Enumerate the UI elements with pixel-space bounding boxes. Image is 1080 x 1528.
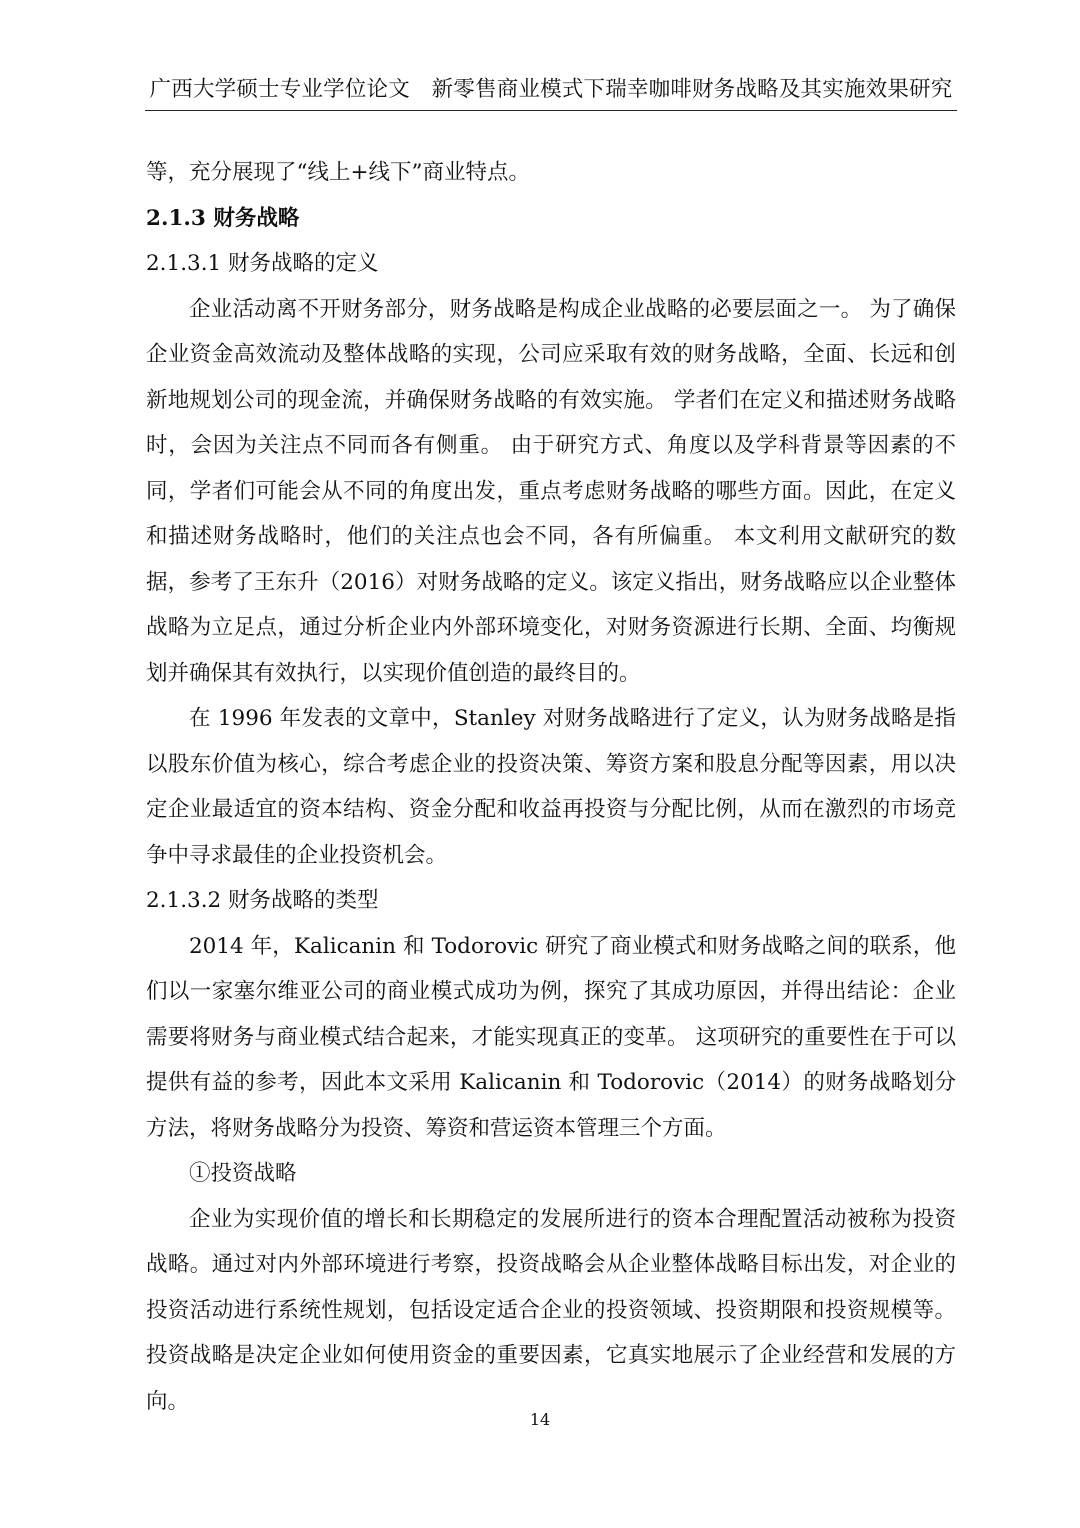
running-header: 广西大学硕士专业学位论文 新零售商业模式下瑞幸咖啡财务战略及其实施效果研究 <box>149 77 953 102</box>
subsection-heading-2-1-3-1: 2.1.3.1 财务战略的定义 <box>146 251 379 276</box>
page-number: 14 <box>529 1410 551 1429</box>
paragraph-stanley: 在 1996 年发表的文章中，Stanley 对财务战略进行了定义，认为财务战略是指以股东价值为核心，综合考虑企业的投资决策、筹资方案和股息分配等因素，用以决定企业最适宜的资本结构、资金分配和收益再投资与分配比例，从而在激烈的市场竞争中寻求最佳的企业投资机会。 <box>146 706 956 868</box>
paragraph-investment: 企业为实现价值的增长和长期稳定的发展所进行的资本合理配置活动被称为投资战略。通过对内外部环境进行考察，投资战略会从企业整体战略目标出发，对企业的投资活动进行系统性规划，包括设定适合企业的投资领域、投资期限和投资规模等。投资战略是决定企业如何使用资金的重要因素，它真实地展示了企业经营和发展的方向。 <box>146 1206 956 1414</box>
paragraph-types: 2014 年，Kalicanin 和 Todorovic 研究了商业模式和财务战略之间的联系，他们以一家塞尔维亚公司的商业模式成功为例，探究了其成功原因，并得出结论：企业需要将财务与商业模式结合起来，才能实现真正的变革。 这项研究的重要性在于可以提供有益的参考，因此本文采用 Kalicanin 和 Todorovic（2014）的财务战略划分方法，将财务战略分为投资、筹资和营运资本管理三个方面。 <box>146 933 956 1141</box>
section-heading-2-1-3: 2.1.3 财务战略 <box>146 205 300 231</box>
continued-line: 等，充分展现了“线上+线下”商业特点。 <box>146 160 530 185</box>
paragraph-definition: 企业活动离不开财务部分，财务战略是构成企业战略的必要层面之一。 为了确保企业资金高效流动及整体战略的实现，公司应采取有效的财务战略，全面、长远和创新地规划公司的现金流，并确保财务战略的有效实施。 学者们在定义和描述财务战略时，会因为关注点不同而各有侧重。 由于研究方式、角度以及学科背景等因素的不同，学者们可能会从不同的角度出发，重点考虑财务战略的哪些方面。因此，在定义和描述财务战略时，他们的关注点也会不同，各有所偏重。 本文利用文献研究的数据，参考了王东升（2016）对财务战略的定义。该定义指出，财务战略应以企业整体战略为立足点，通过分析企业内外部环境变化，对财务资源进行长期、全面、均衡规划并确保其有效执行，以实现价值创造的最终目的。 <box>146 296 956 686</box>
subsection-heading-2-1-3-2: 2.1.3.2 财务战略的类型 <box>146 888 379 913</box>
page-body <box>146 150 956 1424</box>
header-divider <box>145 110 957 111</box>
list-item-investment: ①投资战略 <box>189 1161 297 1186</box>
